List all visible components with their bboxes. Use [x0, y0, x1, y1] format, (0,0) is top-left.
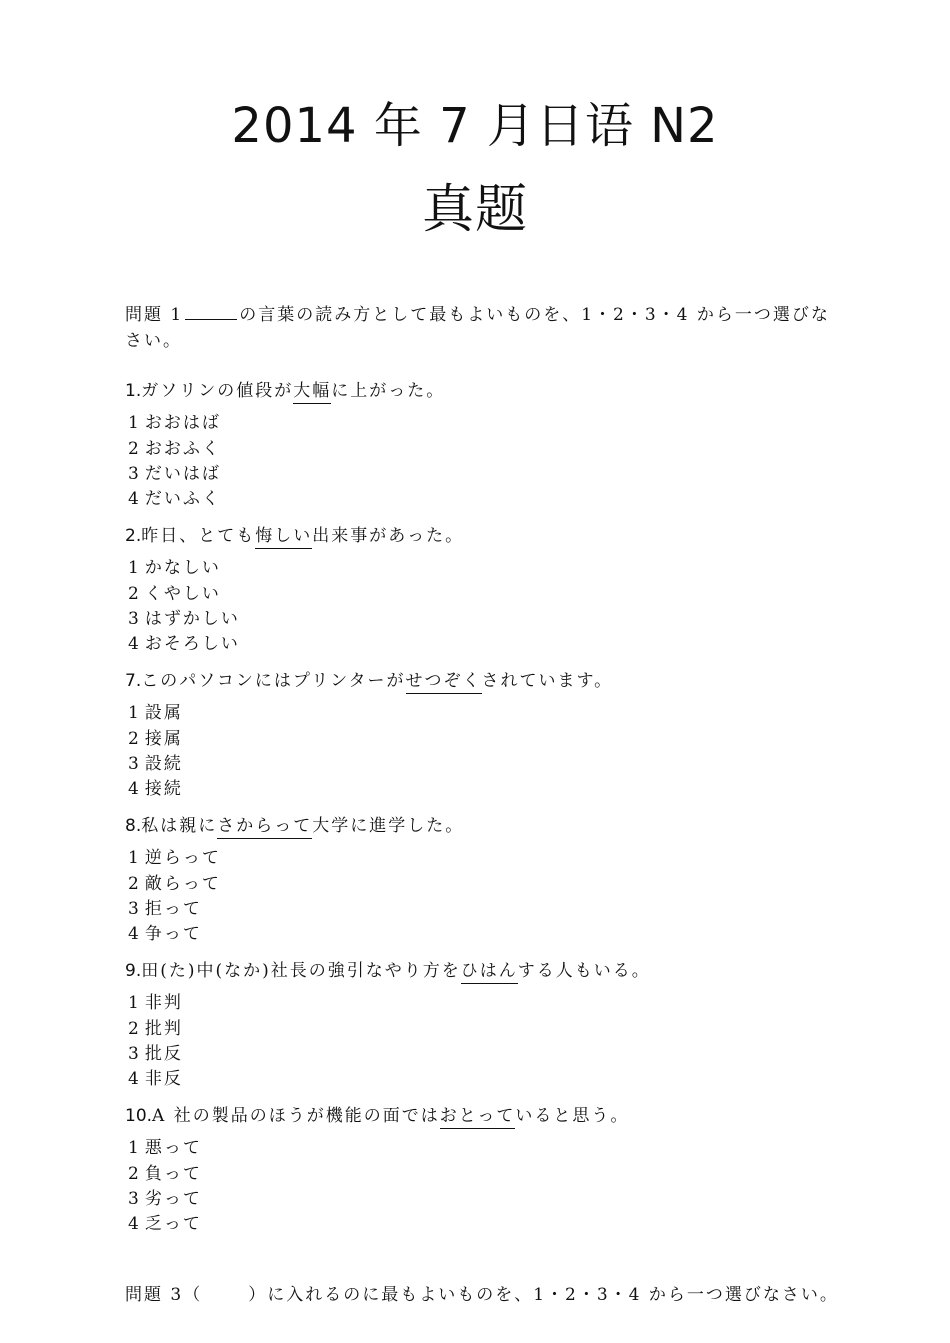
question-2 — [125, 525, 464, 547]
option-text: 非反 — [144, 1069, 183, 1089]
option: 4 接続 — [128, 779, 183, 799]
section3-text: ）に入れるのに最もよいものを、1・2・3・4 から一つ選びなさい。 — [248, 1285, 839, 1305]
option: 4 乏って — [128, 1214, 202, 1234]
question-number: 8. — [125, 816, 142, 836]
question-9 — [125, 960, 651, 982]
underlined-word: 大幅 — [293, 381, 331, 404]
option: 3 劣って — [128, 1189, 202, 1209]
section3-label: 問題 3（ — [125, 1285, 203, 1305]
page-title: 2014 年 7 月日语 N2 — [231, 98, 719, 154]
option: 4 争って — [128, 924, 202, 944]
option: 3 拒って — [128, 899, 202, 919]
question-text: されています。 — [481, 671, 614, 691]
option-text: おそろしい — [144, 634, 240, 654]
question-number: 9. — [125, 961, 142, 981]
option-text: 乏って — [144, 1214, 202, 1234]
option-text: 劣って — [144, 1189, 202, 1209]
question-number: 2. — [125, 526, 142, 546]
question-1 — [125, 380, 445, 402]
option: 2 負って — [128, 1164, 202, 1184]
question-8 — [125, 815, 464, 837]
section1-text: の言葉の読み方として最もよいものを、1・2・3・4 から一つ選びなさい。 — [125, 305, 830, 351]
question-text: 昨日、とても — [141, 526, 256, 546]
option: 4 だいふく — [128, 489, 221, 509]
question-number: 1. — [125, 381, 142, 401]
question-text: に上がった。 — [331, 381, 446, 401]
option-text: 拒って — [144, 899, 202, 919]
option: 4 非反 — [128, 1069, 183, 1089]
question-text: このパソコンにはプリンターが — [141, 671, 406, 691]
option: 1 設属 — [128, 703, 183, 723]
option-text: かなしい — [144, 558, 221, 578]
question-7 — [125, 670, 613, 692]
question-text: 私は親に — [141, 816, 218, 836]
option-text: 接属 — [144, 729, 183, 749]
option: 3 設続 — [128, 754, 183, 774]
option-text: くやしい — [144, 584, 221, 604]
option-text: 負って — [144, 1164, 202, 1184]
underlined-word: さからって — [217, 816, 312, 839]
section3-instruction — [125, 1282, 885, 1308]
option: 2 敵らって — [128, 874, 221, 894]
option: 1 非判 — [128, 993, 183, 1013]
question-text: する人もいる。 — [517, 961, 651, 981]
option: 1 悪って — [128, 1138, 202, 1158]
option-text: おおふく — [144, 439, 221, 459]
section1-label: 問題 1 — [125, 305, 184, 325]
option-text: はずかしい — [144, 609, 240, 629]
section1-instruction — [125, 302, 835, 354]
option: 1 かなしい — [128, 558, 221, 578]
underlined-word: せつぞく — [406, 671, 482, 694]
option: 3 だいはば — [128, 464, 221, 484]
option-text: 接続 — [144, 779, 183, 799]
question-number: 10. — [125, 1106, 153, 1126]
option: 1 逆らって — [128, 848, 221, 868]
option-text: 悪って — [144, 1138, 202, 1158]
option: 4 おそろしい — [128, 634, 240, 654]
question-10 — [125, 1105, 629, 1127]
question-number: 7. — [125, 671, 142, 691]
option: 2 批判 — [128, 1019, 183, 1039]
option: 2 おおふく — [128, 439, 221, 459]
question-text: A 社の製品のほうが機能の面では — [152, 1106, 440, 1126]
option-text: 敵らって — [144, 874, 221, 894]
underlined-word: 悔しい — [255, 526, 312, 549]
option: 3 はずかしい — [128, 609, 240, 629]
page-title-line2: 真题 — [421, 180, 528, 240]
question-text: 田(た)中(なか)社長の強引なやり方を — [141, 961, 461, 981]
option-text: 批判 — [144, 1019, 183, 1039]
option-text: 設属 — [144, 703, 183, 723]
question-text: 出来事があった。 — [312, 526, 465, 546]
option-text: 設続 — [144, 754, 183, 774]
option-text: 非判 — [144, 993, 183, 1013]
option: 2 くやしい — [128, 584, 221, 604]
question-text: ガソリンの値段が — [141, 381, 294, 401]
option-text: だいはば — [144, 464, 221, 484]
option-text: だいふく — [144, 489, 221, 509]
option-text: 批反 — [144, 1044, 183, 1064]
blank-underline — [185, 303, 237, 320]
option: 1 おおはば — [128, 413, 221, 433]
option-text: 逆らって — [144, 848, 221, 868]
question-text: いると思う。 — [515, 1106, 630, 1126]
underlined-word: おとって — [440, 1106, 516, 1129]
underlined-word: ひはん — [461, 961, 518, 984]
option: 3 批反 — [128, 1044, 183, 1064]
option-text: 争って — [144, 924, 202, 944]
option: 2 接属 — [128, 729, 183, 749]
option-text: おおはば — [144, 413, 221, 433]
question-text: 大学に進学した。 — [312, 816, 465, 836]
